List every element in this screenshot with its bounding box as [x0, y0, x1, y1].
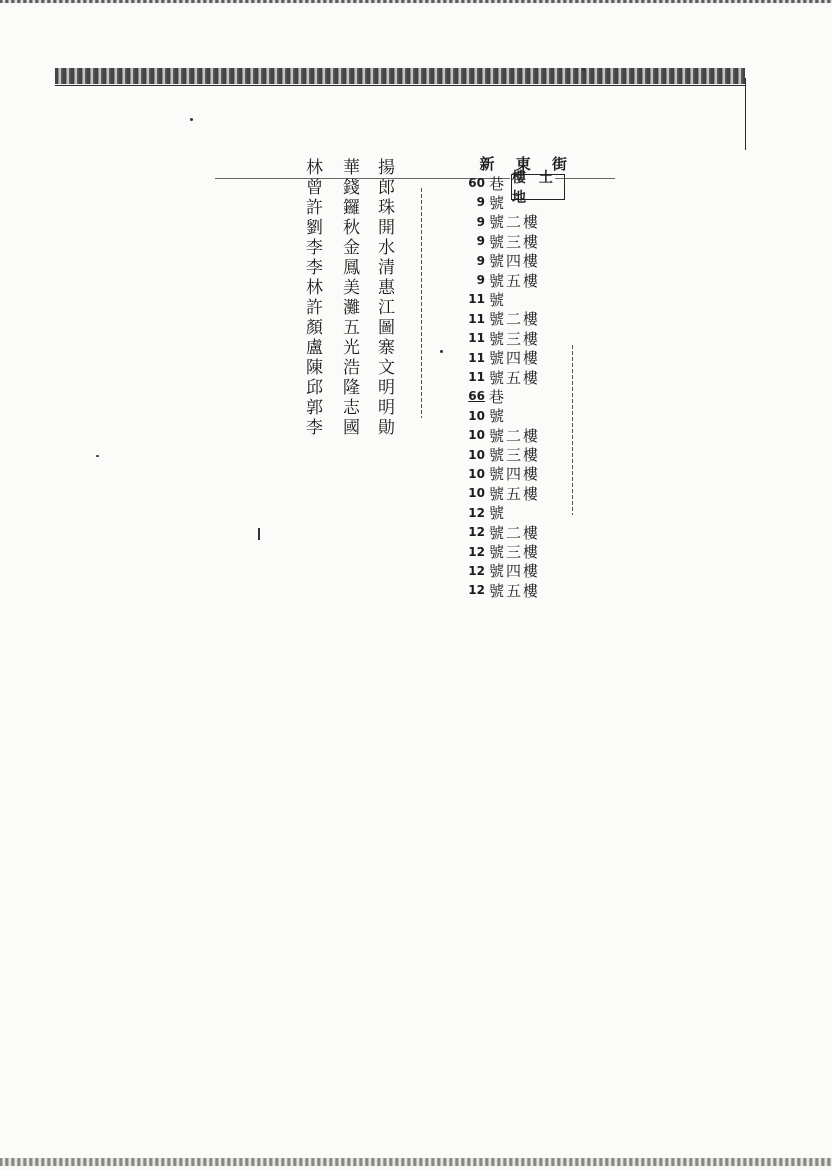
- address-row: [455, 212, 575, 231]
- address-number: 12: [468, 525, 485, 540]
- address-row: [455, 464, 575, 483]
- address-number: 60: [468, 176, 485, 191]
- address-unit: 號五樓: [489, 581, 541, 600]
- scan-speck: [582, 68, 585, 71]
- address-unit: 號三樓: [489, 543, 541, 562]
- scan-speck: [258, 528, 260, 540]
- address-row: [455, 387, 575, 406]
- address-number: 9: [476, 195, 485, 210]
- address-number: 9: [476, 234, 485, 249]
- scan-speck: [440, 350, 443, 353]
- address-row: [455, 329, 575, 348]
- name-column: 揚郎珠開水清惠江圖寨文明明勛: [374, 158, 394, 438]
- address-number: 10: [468, 447, 485, 462]
- header-rule: [55, 85, 745, 86]
- address-unit: 號: [489, 504, 507, 523]
- address-number: 11: [468, 311, 485, 326]
- scan-edge-bottom: [0, 1158, 832, 1166]
- address-unit: 號二樓: [489, 310, 541, 329]
- address-unit: 巷: [489, 387, 507, 406]
- address-column: [455, 154, 575, 600]
- address-number: 10: [468, 486, 485, 501]
- address-row: [455, 406, 575, 425]
- dotted-divider: [421, 188, 422, 418]
- address-unit: 號: [489, 193, 507, 212]
- address-number: 9: [476, 214, 485, 229]
- address-row: [455, 251, 575, 270]
- address-row: [455, 522, 575, 541]
- header-strip: [55, 68, 745, 84]
- address-number: 12: [468, 544, 485, 559]
- address-number: 11: [468, 331, 485, 346]
- address-row: [455, 348, 575, 367]
- address-unit: 號四樓: [489, 465, 541, 484]
- address-row: [455, 367, 575, 386]
- address-unit: 號五樓: [489, 368, 541, 387]
- address-number: 10: [468, 428, 485, 443]
- address-number: 11: [468, 350, 485, 365]
- address-row: [455, 309, 575, 328]
- address-number: 11: [468, 369, 485, 384]
- address-unit: 號三樓: [489, 446, 541, 465]
- street-heading: 新 東 街: [479, 155, 575, 174]
- address-unit: 號三樓: [489, 232, 541, 251]
- address-unit: 號二樓: [489, 523, 541, 542]
- address-row: [455, 290, 575, 309]
- address-unit: 號四樓: [489, 252, 541, 271]
- scan-speck: [190, 118, 193, 121]
- address-unit: 號二樓: [489, 426, 541, 445]
- address-row: [455, 425, 575, 444]
- address-number: 10: [468, 408, 485, 423]
- address-row: [455, 503, 575, 522]
- scan-speck: [96, 455, 99, 457]
- lane-tag: 樓 土 地: [511, 174, 565, 200]
- right-border: [745, 78, 746, 150]
- address-number: 9: [476, 273, 485, 288]
- address-number: 11: [468, 292, 485, 307]
- address-number: 66: [468, 389, 485, 404]
- address-row: [455, 445, 575, 464]
- address-unit: 號五樓: [489, 484, 541, 503]
- address-unit: 號四樓: [489, 562, 541, 581]
- address-row: [455, 270, 575, 289]
- address-number: 12: [468, 563, 485, 578]
- name-column: 林曾許劉李李林許顏盧陳邱郭李: [302, 158, 322, 438]
- address-unit: 號二樓: [489, 213, 541, 232]
- address-row: [455, 581, 575, 600]
- address-row: [455, 232, 575, 251]
- address-row: [455, 561, 575, 580]
- address-unit: 號五樓: [489, 271, 541, 290]
- name-column: 華錢鑼秋金鳳美灘五光浩隆志國: [339, 158, 359, 438]
- address-unit: 號三樓: [489, 329, 541, 348]
- address-row: [455, 542, 575, 561]
- address-number: 10: [468, 466, 485, 481]
- address-number: 12: [468, 505, 485, 520]
- scan-edge-top: [0, 0, 832, 3]
- address-unit: 號: [489, 290, 507, 309]
- address-number: 9: [476, 253, 485, 268]
- address-unit: 號四樓: [489, 349, 541, 368]
- address-number: 12: [468, 583, 485, 598]
- address-unit: 號: [489, 407, 507, 426]
- address-row: [455, 484, 575, 503]
- address-unit: 巷: [489, 174, 507, 193]
